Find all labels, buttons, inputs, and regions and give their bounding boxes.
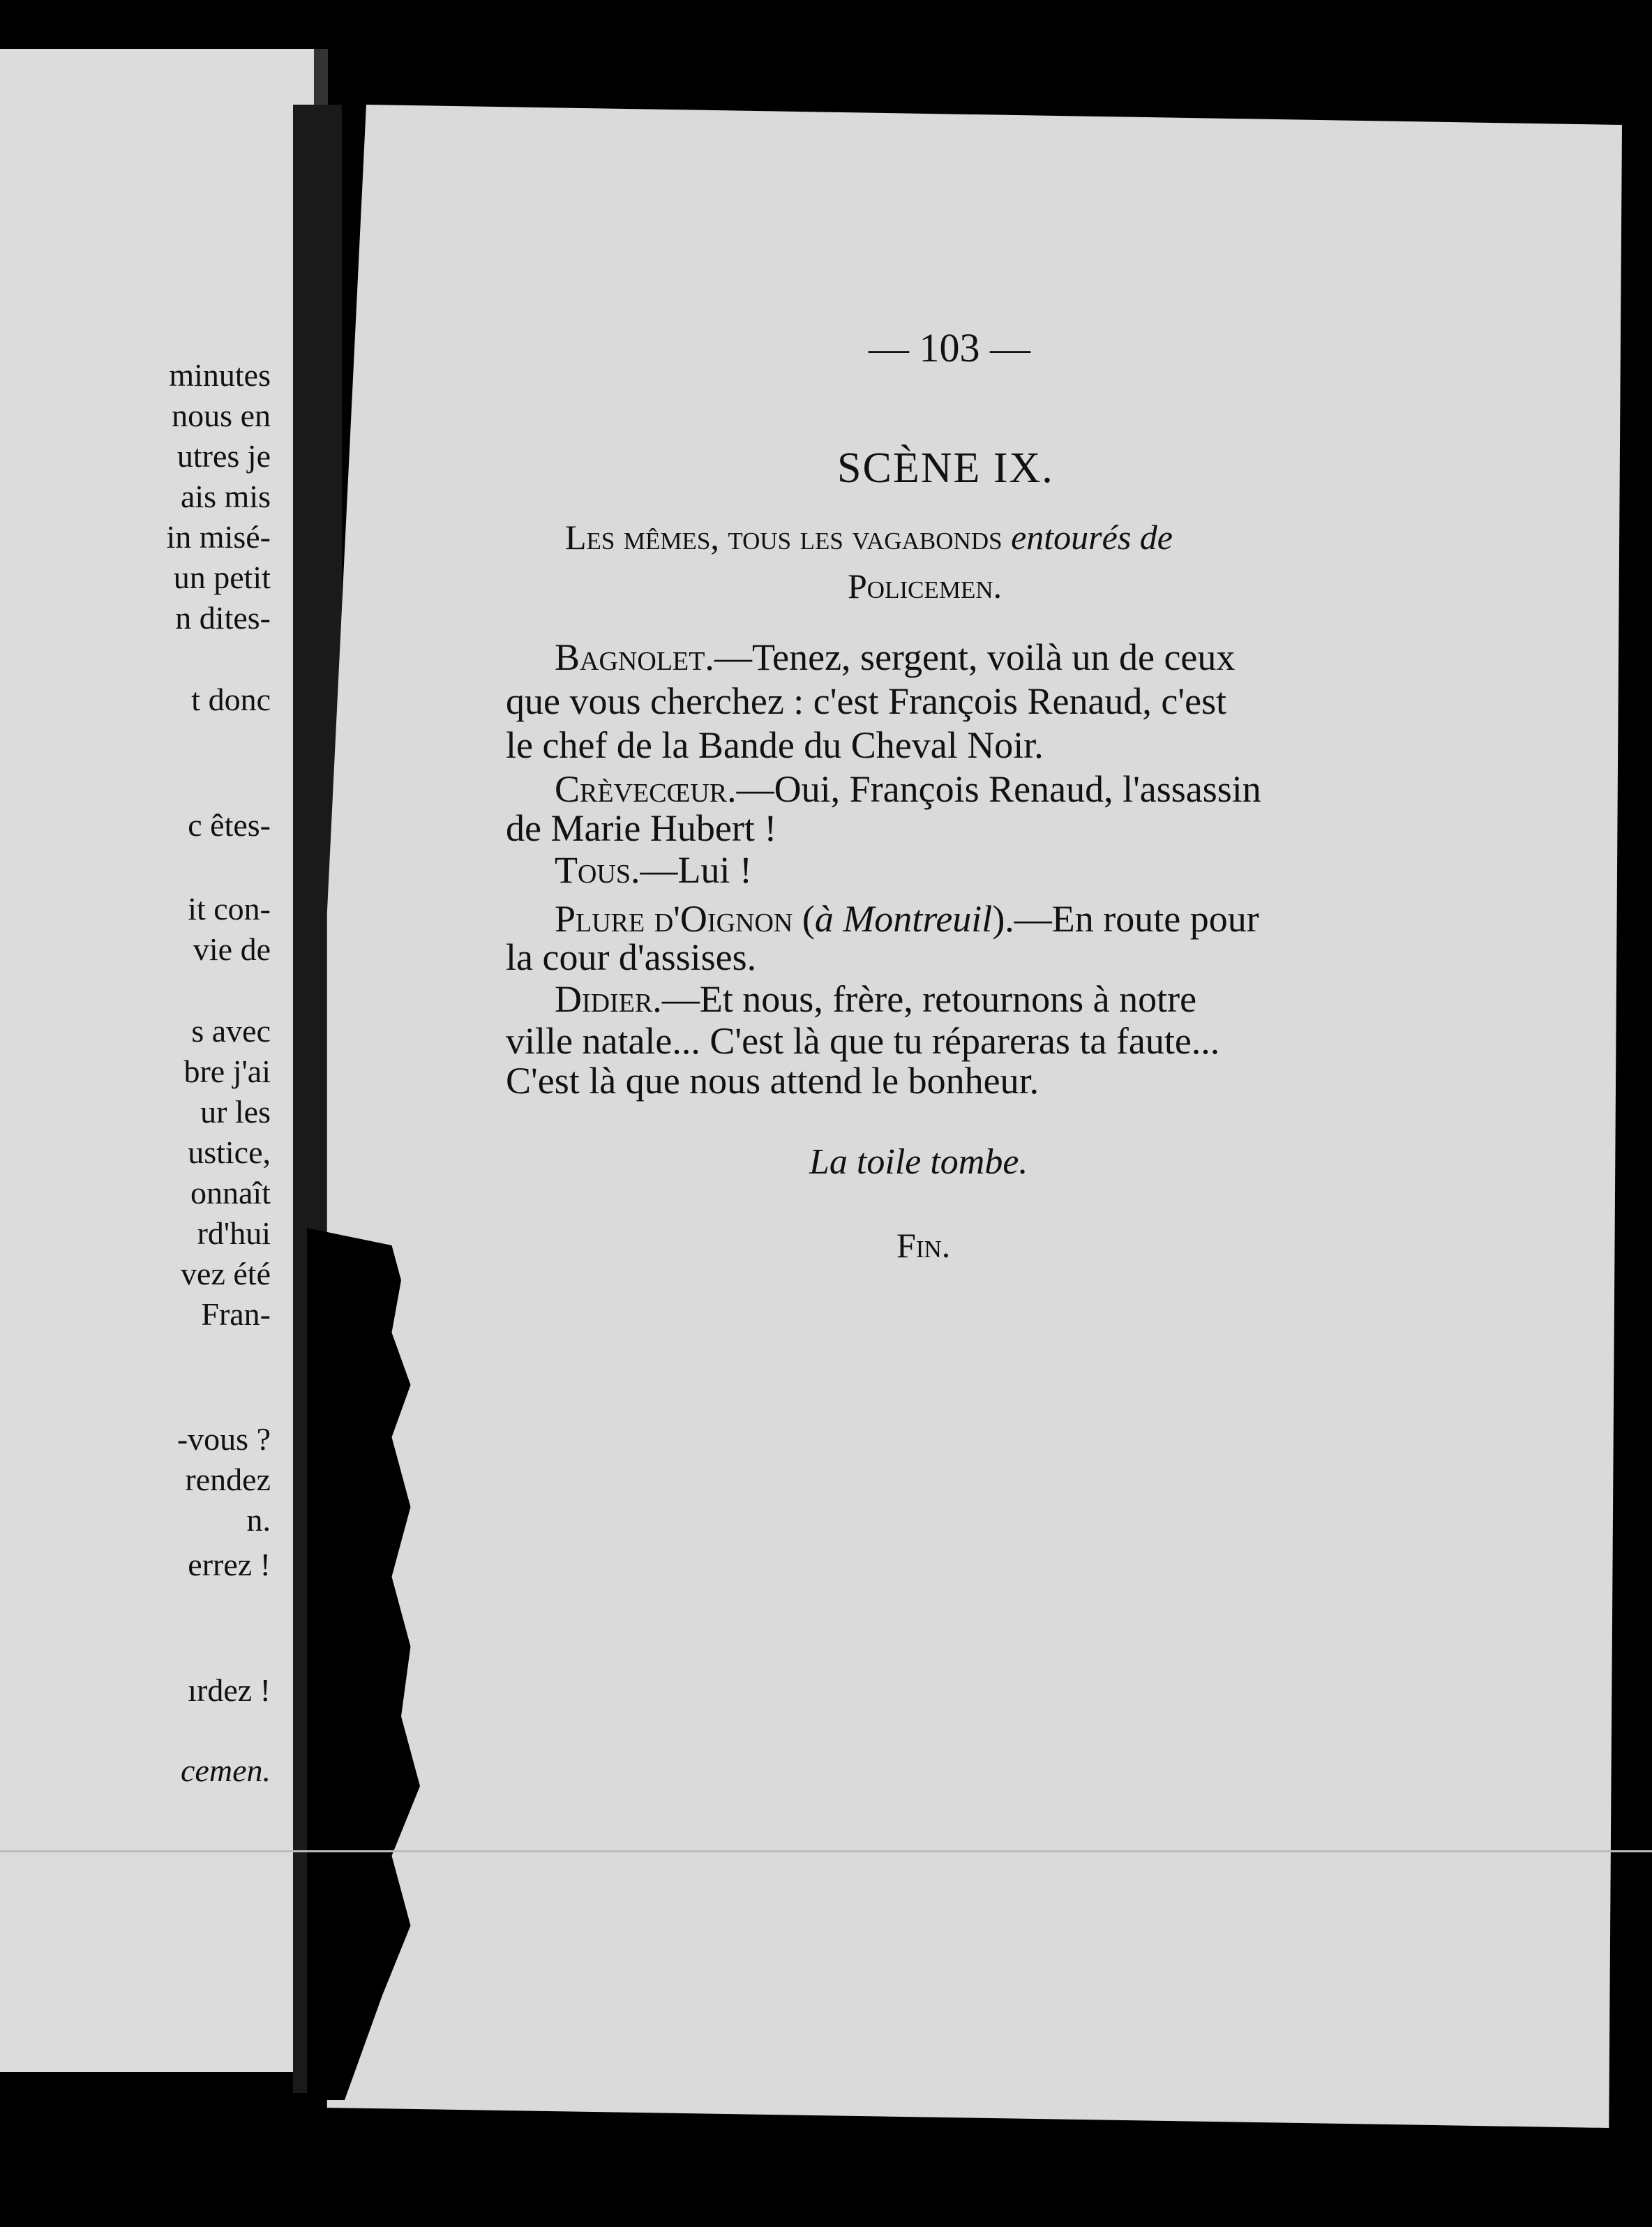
left-page-line: n dites- xyxy=(175,600,271,636)
left-page-line: un petit xyxy=(173,560,271,595)
speaker-plure-doignon: Plure d'Oignon xyxy=(555,898,793,940)
left-page-line: ur les xyxy=(200,1094,271,1130)
tous-line xyxy=(555,851,752,889)
left-page-line: Fran- xyxy=(201,1296,271,1332)
stage-direction-line-2: Policemen. xyxy=(848,567,1003,606)
speaker-tous: Tous. xyxy=(555,849,640,891)
plure-line-1 xyxy=(555,900,1259,938)
dialogue-text: —Lui ! xyxy=(640,849,752,891)
stage-direction-line-1 xyxy=(565,520,1173,555)
left-page xyxy=(0,49,328,2072)
left-page-line: vie de xyxy=(193,931,271,967)
left-page-line: ais mis xyxy=(180,479,271,514)
left-page-line: ırdez ! xyxy=(188,1672,271,1708)
scan-line xyxy=(0,1850,1652,1852)
left-page-line: vez été xyxy=(181,1256,271,1291)
didier-line-3: C'est là que nous attend le bonheur. xyxy=(506,1060,1039,1102)
dialogue-text: —Oui, François Renaud, l'assassin xyxy=(736,768,1261,810)
fin-label: Fin. xyxy=(896,1226,951,1265)
didier-line-2: ville natale... C'est là que tu répareras ta faute... xyxy=(506,1020,1220,1062)
left-page-line: minutes xyxy=(169,357,271,393)
plure-line-2: la cour d'assises. xyxy=(506,936,757,978)
dialogue-text: —En route pour xyxy=(1014,898,1259,940)
left-page-line: -vous ? xyxy=(177,1421,271,1457)
stage-direction-text: Les mêmes, tous les vagabonds xyxy=(565,518,1012,557)
speaker-crevecoeur: Crèvecœur. xyxy=(555,768,737,810)
didier-line-1 xyxy=(555,980,1196,1018)
left-page-line: cemen. xyxy=(181,1753,271,1788)
dialogue-text: —Et nous, frère, retournons à notre xyxy=(661,978,1197,1020)
dialogue-text: —Tenez, sergent, voilà un de ceux xyxy=(714,636,1236,678)
stage-direction-inline: à Montreuil xyxy=(814,898,993,940)
speaker-didier: Didier. xyxy=(555,978,662,1020)
bagnolet-line-2: que vous cherchez : c'est François Renaud, c'est xyxy=(506,680,1227,722)
left-page-line: onnaît xyxy=(190,1175,271,1210)
left-page-line: utres je xyxy=(177,438,271,474)
scene-title: SCÈNE IX. xyxy=(837,444,1054,492)
page-number: — 103 — xyxy=(869,325,1030,370)
left-page-line: nous en xyxy=(172,398,271,433)
paren-open: ( xyxy=(793,898,815,940)
left-page-line: rd'hui xyxy=(197,1215,271,1251)
left-page-line: errez ! xyxy=(188,1547,271,1582)
speaker-bagnolet: Bagnolet. xyxy=(555,636,714,678)
bagnolet-line-1 xyxy=(555,638,1235,676)
left-page-line: ustice, xyxy=(188,1134,271,1170)
stage-direction-italic: entourés de xyxy=(1011,518,1173,557)
left-page-line: rendez xyxy=(185,1462,271,1497)
left-page-line: t donc xyxy=(191,682,271,717)
crevecoeur-line-2: de Marie Hubert ! xyxy=(506,807,777,849)
crevecoeur-line-1 xyxy=(555,770,1261,808)
left-page-line: s avec xyxy=(191,1013,271,1049)
curtain-direction: La toile tombe. xyxy=(809,1142,1028,1182)
bagnolet-line-3: le chef de la Bande du Cheval Noir. xyxy=(506,724,1044,766)
left-page-line: it con- xyxy=(188,891,271,927)
left-page-line: c êtes- xyxy=(188,807,271,843)
left-page-line: n. xyxy=(246,1502,271,1538)
right-page xyxy=(314,105,1622,2128)
paren-close: ). xyxy=(992,898,1014,940)
left-page-line: in misé- xyxy=(166,519,271,555)
left-page-line: bre j'ai xyxy=(183,1053,271,1089)
